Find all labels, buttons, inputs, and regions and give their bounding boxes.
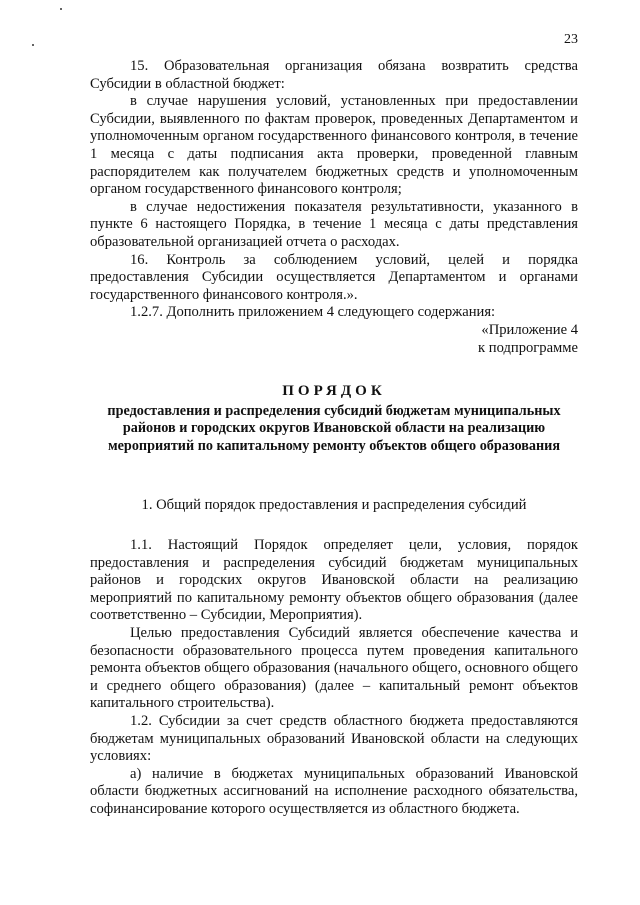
document-subtitle: предоставления и распределения субсидий бюджетам муниципальных районов и городских округов Ивановской области на реализацию мероприятий по капитальному ремонту объектов общего образования <box>107 402 561 454</box>
scan-speck <box>32 44 34 46</box>
paragraph-purpose: Целью предоставления Субсидий является обеспечение качества и безопасности образовательного процесса путем проведения капитального ремонта объектов общего образования (начального общего, основного общего и среднего общего образования) (далее – капитальный ремонт объектов капитального строительства). <box>90 625 578 712</box>
appendix-ref-line2: к подпрограмме <box>478 339 578 356</box>
section-heading: 1. Общий порядок предоставления и распределения субсидий <box>141 497 527 514</box>
document-title: ПОРЯДОК <box>282 383 386 400</box>
document-body <box>90 58 578 819</box>
paragraph-1-2: 1.2. Субсидии за счет средств областного бюджета предоставляются бюджетам муниципальных образований Ивановской области на следующих условиях: <box>90 713 578 765</box>
paragraph-indicator-case: в случае недостижения показателя результативности, указанного в пункте 6 настоящего Порядка, в течение 1 месяца с даты представления образовательной организацией отчета о расходах. <box>90 198 578 250</box>
paragraph-1-2-7: 1.2.7. Дополнить приложением 4 следующего содержания: <box>130 304 496 321</box>
paragraph-15: 15. Образовательная организация обязана возвратить средства Субсидии в областной бюджет: <box>90 58 578 92</box>
paragraph-1-1: 1.1. Настоящий Порядок определяет цели, условия, порядок предоставления и распределения субсидий бюджетам муниципальных районов и городских округов Ивановской области на реализацию мероприятий по капитальному ремонту объектов общего образования (далее соответственно – Субсидии, Мероприятия). <box>90 537 578 624</box>
paragraph-condition-a: а) наличие в бюджетах муниципальных образований Ивановской области бюджетных ассигнований на исполнение расходного обязательства, софинансирование которого осуществляется из областного бюджета. <box>90 765 578 817</box>
appendix-ref-line1: «Приложение 4 <box>481 321 578 338</box>
page-number: 23 <box>564 32 578 47</box>
paragraph-violation-case: в случае нарушения условий, установленных при предоставлении Субсидии, выявленного по фактам проверок, проведенных Департаментом и уполномоченным органом государственного финансового контроля, в течение 1 месяца с даты подписания акта проверки, проведенной главным распорядителем как получателем бюджетных средств и уполномоченным органом государственного финансового контроля; <box>90 93 578 198</box>
scan-speck <box>60 8 62 10</box>
paragraph-16: 16. Контроль за соблюдением условий, целей и порядка предоставления Субсидии осуществляется Департаментом и органами государственного финансового контроля.». <box>90 251 578 303</box>
